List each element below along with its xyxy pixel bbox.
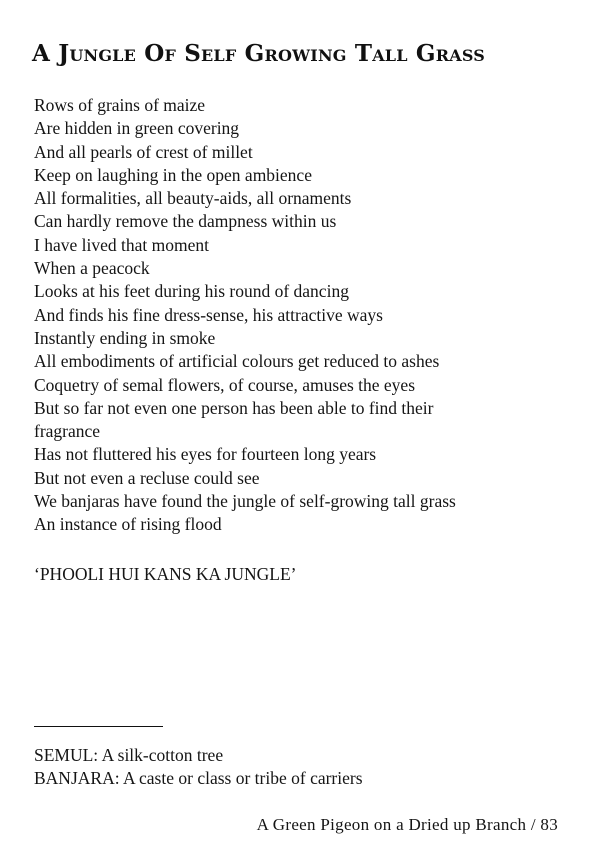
poem-line: I have lived that moment bbox=[34, 234, 209, 255]
poem-line: We banjaras have found the jungle of self-growing tall grass bbox=[34, 491, 456, 512]
poem-title: A Jungle Of Self Growing Tall Grass bbox=[32, 40, 486, 67]
page-footer: A Green Pigeon on a Dried up Branch / 83 bbox=[256, 815, 558, 834]
poem-line: And finds his fine dress-sense, his attractive ways bbox=[34, 304, 383, 325]
poem-line: Can hardly remove the dampness within us bbox=[34, 211, 337, 232]
poem-body bbox=[34, 94, 456, 537]
footnote-banjara: BANJARA: A caste or class or tribe of carriers bbox=[34, 768, 363, 788]
footnote-semul: SEMUL: A silk-cotton tree bbox=[34, 745, 224, 765]
poem-line: Looks at his feet during his round of dancing bbox=[34, 281, 349, 302]
original-title: ‘PHOOLI HUI KANS KA JUNGLE’ bbox=[34, 564, 297, 584]
poem-line: Rows of grains of maize bbox=[34, 95, 206, 115]
poem-line: And all pearls of crest of millet bbox=[34, 141, 253, 162]
poem-line: Keep on laughing in the open ambience bbox=[34, 164, 312, 185]
poem-line: All formalities, all beauty-aids, all ornaments bbox=[34, 188, 352, 209]
poem-line: But not even a recluse could see bbox=[34, 467, 260, 488]
poem-line: All embodiments of artificial colours get reduced to ashes bbox=[34, 351, 440, 372]
poem-line: Coquetry of semal flowers, of course, amuses the eyes bbox=[34, 374, 416, 395]
poem-line: Instantly ending in smoke bbox=[34, 327, 216, 348]
footnotes bbox=[34, 744, 363, 790]
poem-line: An instance of rising flood bbox=[34, 514, 222, 535]
poem-line: Has not fluttered his eyes for fourteen long years bbox=[34, 444, 377, 465]
poem-line: But so far not even one person has been able to find their bbox=[34, 397, 434, 418]
poem-line: When a peacock bbox=[34, 258, 150, 279]
footnote-divider bbox=[34, 726, 163, 727]
poem-line: fragrance bbox=[34, 421, 101, 442]
poem-line: Are hidden in green covering bbox=[34, 118, 240, 139]
